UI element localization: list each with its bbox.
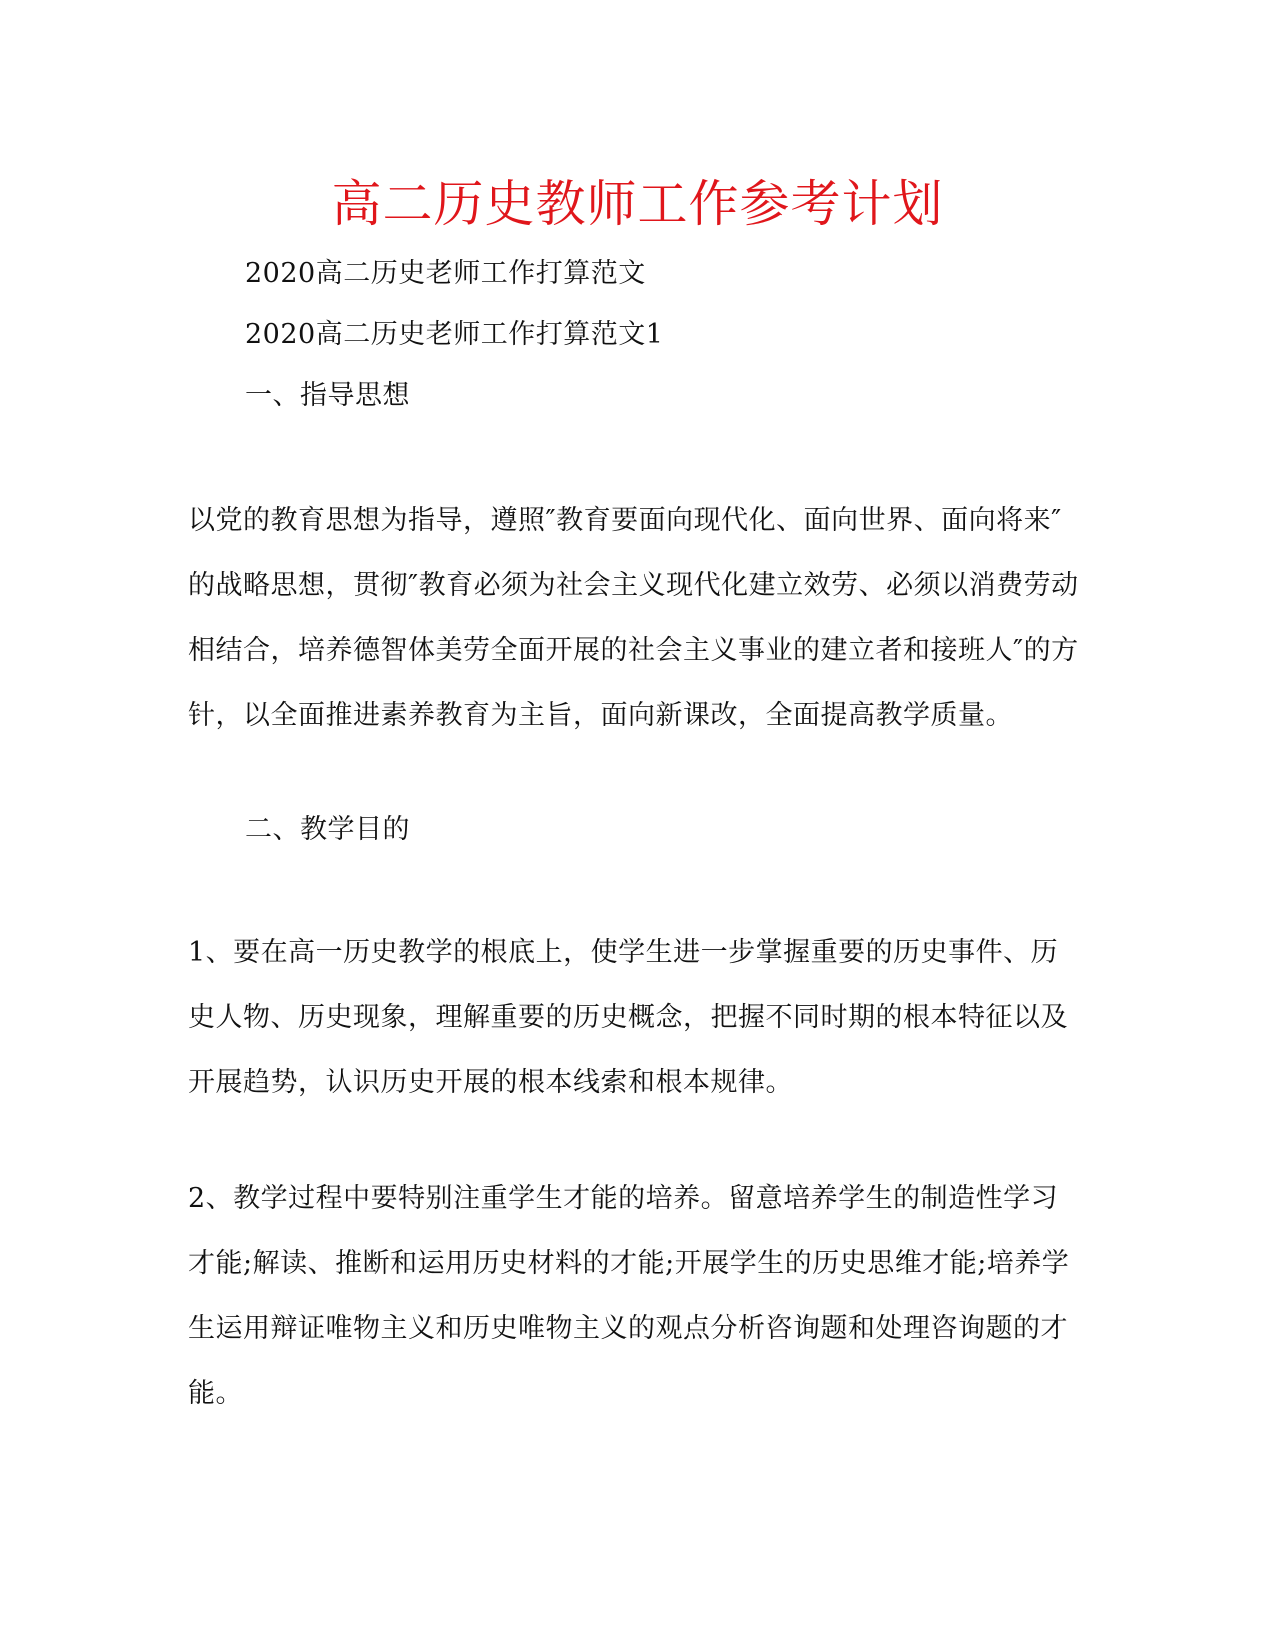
section-1-body: 以党的教育思想为指导，遵照″教育要面向现代化、面向世界、面向将来″的战略思想，贯彻″教育必须为社会主义现代化建立效劳、必须以消费劳动相结合，培养德智体美劳全面开展的社会主义事业的建立者和接班人″的方针，以全面推进素养教育为主旨，面向新课改，全面提高教学质量。: [188, 505, 1079, 731]
subtitle-1: 2020高二历史老师工作打算范文: [245, 258, 646, 289]
goal-item-2: 2、教学过程中要特别注重学生才能的培养。留意培养学生的制造性学习才能;解读、推断和运用历史材料的才能;开展学生的历史思维才能;培养学生运用辩证唯物主义和历史唯物主义的观点分析咨询题和处理咨询题的才能。: [188, 1183, 1070, 1409]
section-2-heading: 二、教学目的: [245, 814, 410, 845]
goal-item-1: 1、要在高一历史教学的根底上，使学生进一步掌握重要的历史事件、历史人物、历史现象，理解重要的历史概念，把握不同时期的根本特征以及开展趋势，认识历史开展的根本线索和根本规律。: [188, 937, 1068, 1098]
subtitle-2: 2020高二历史老师工作打算范文1: [245, 319, 664, 350]
document-title: 高二历史教师工作参考计划: [331, 175, 944, 233]
section-1-heading: 一、指导思想: [245, 380, 410, 411]
